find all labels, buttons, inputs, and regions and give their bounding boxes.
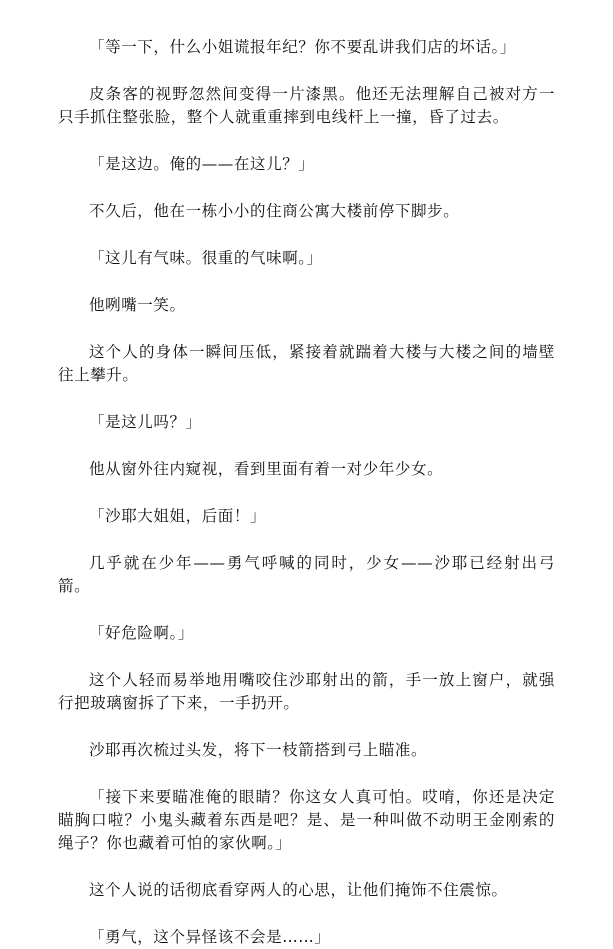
paragraph: 「是这儿吗？」 xyxy=(89,413,202,431)
paragraph: 他从窗外往内窥视，看到里面有着一对少年少女。 xyxy=(89,460,444,478)
paragraph: 「沙耶大姐姐，后面！」 xyxy=(89,507,267,525)
paragraph: 这个人轻而易举地用嘴咬住沙耶射出的箭，手一放上窗户，就强行把玻璃窗拆了下来，一手扔开。 xyxy=(58,671,555,712)
paragraph: 「等一下，什么小姐谎报年纪？你不要乱讲我们店的坏话。」 xyxy=(89,38,516,56)
paragraph: 沙耶再次梳过头发，将下一枝箭搭到弓上瞄准。 xyxy=(89,741,428,759)
paragraph: 他咧嘴一笑。 xyxy=(89,296,186,314)
paragraph: 「接下来要瞄准俺的眼睛？你这女人真可怕。哎唷，你还是决定瞄胸口啦？小鬼头藏着东西是吧？是、是一种叫做不动明王金刚索的绳子？你也藏着可怕的家伙啊。」 xyxy=(58,788,555,852)
paragraph: 皮条客的视野忽然间变得一片漆黑。他还无法理解自己被对方一只手抓住整张脸，整个人就重重摔到电线杆上一撞，昏了过去。 xyxy=(58,85,555,126)
paragraph: 「这儿有气味。很重的气味啊。」 xyxy=(89,249,323,267)
paragraph: 「好危险啊。」 xyxy=(89,624,194,642)
paragraph: 不久后，他在一栋小小的住商公寓大楼前停下脚步。 xyxy=(89,202,460,220)
paragraph: 「是这边。俺的——在这儿？」 xyxy=(89,155,315,173)
paragraph: 几乎就在少年——勇气呼喊的同时，少女——沙耶已经射出弓箭。 xyxy=(58,554,555,595)
paragraph: 这个人说的话彻底看穿两人的心思，让他们掩饰不住震惊。 xyxy=(89,881,508,899)
paragraph: 「勇气，这个异怪该不会是……」 xyxy=(89,928,331,946)
paragraph: 这个人的身体一瞬间压低，紧接着就踹着大楼与大楼之间的墙壁往上攀升。 xyxy=(58,343,555,384)
